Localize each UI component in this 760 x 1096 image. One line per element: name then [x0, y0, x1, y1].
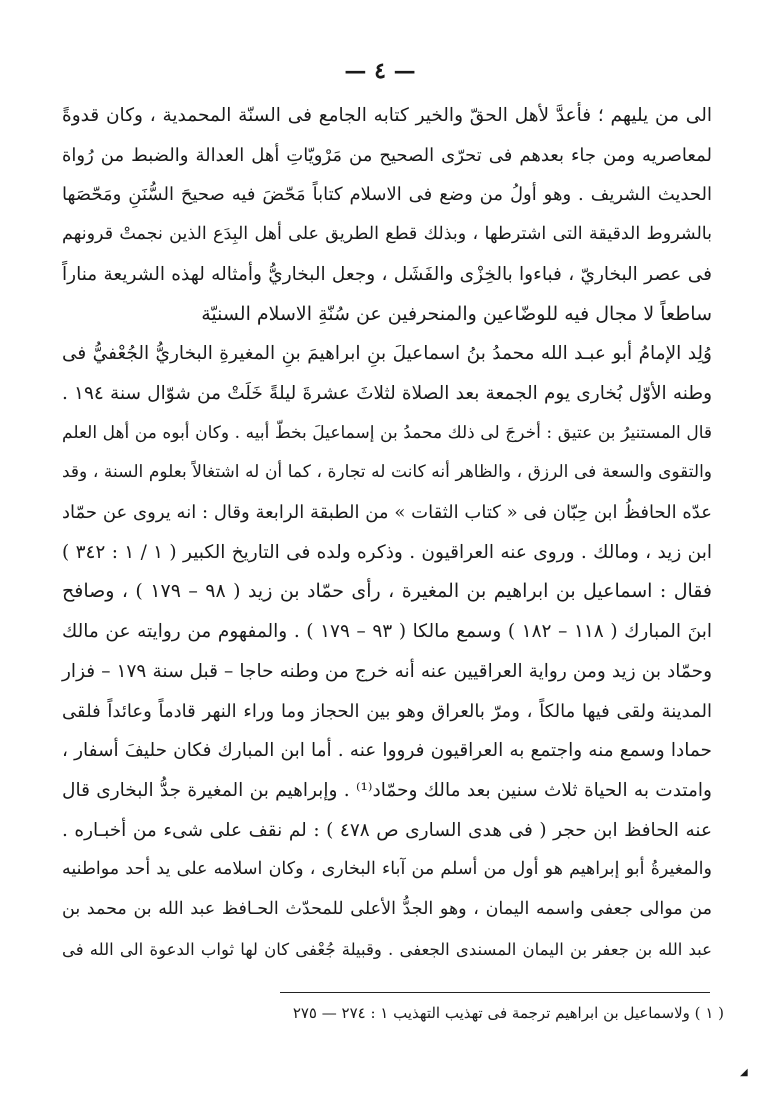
text-line: قال المستنيرُ بن عتيق : أخرجَ لى ذلك محمدُ بن إسماعيلَ بخطّ أبيه . وكان أبوه من أهل العلم	[62, 422, 712, 443]
text-line: وامتدت به الحياة ثلاث سنين بعد مالك وحمّاد⁽¹⁾ . وإبراهيم بن المغيرة جدُّ البخارى قال	[62, 779, 712, 801]
footnote: ( ١ ) ولاسماعيل بن ابراهيم ترجمة فى تهذيب التهذيب ١ : ٢٧٤ — ٢٧٥	[292, 1004, 724, 1022]
text-line: فى عصر البخاريّ ، فباءوا بالخِزْى والفَشَل ، وجعل البخاريُّ وأمثاله لهذه الشريعة مناراً	[62, 263, 712, 285]
corner-mark: ◢	[740, 1067, 748, 1078]
text-line: ساطعاً لا مجال فيه للوضّاعين والمنحرفين عن سُنّةِ الاسلام السنيّة	[201, 302, 712, 325]
text-line: عبد الله بن جعفر بن اليمان المسندى الجعفى . وقبيلة جُعْفى كان لها ثواب الدعوة الى الله فى	[62, 939, 712, 959]
text-line: وحمّاد بن زيد ومن رواية العراقيين عنه أنه خرج من وطنه حاجا – قبل سنة ١٧٩ – فزار	[62, 660, 712, 682]
text-line: لمعاصريه ومن جاء بعدهم فى تحرّى الصحيح من مَرْويّاتِ أهل العدالة والضبط من رُواة	[62, 144, 712, 166]
text-line: ابن زيد ، ومالك . وروى عنه العراقيون . وذكره ولده فى التاريخ الكبير ( ١ / ١ : ٣٤٢ )	[62, 541, 712, 563]
text-line: المدينة ولقى فيها مالكاً ، ومرّ بالعراق وهو بين الحجاز وما وراء النهر قادماً وعائداً فلقى	[62, 700, 712, 722]
text-line: بالشروط الدقيقة التى اشترطها ، وبذلك قطع الطريق على أهل البِدَع الذين نجمتْ قرونهم	[62, 224, 712, 245]
text-line: عدّه الحافظُ ابن حِبّان فى « كتاب الثقات » من الطبقة الرابعة وقال : انه يروى عن حمّاد	[62, 502, 712, 524]
text-line: عنه الحافظ ابن حجر ( فى هدى السارى ص ٤٧٨ ) : لم نقف على شىء من أخبـاره .	[62, 819, 712, 841]
text-line: فقال : اسماعيل بن ابراهيم بن المغيرة ، رأى حمّاد بن زيد ( ٩٨ – ١٧٩ ) ، وصافح	[62, 580, 713, 603]
text-line: ابنَ المبارك ( ١١٨ – ١٨٢ ) وسمع مالكا ( ٩٣ – ١٧٩ ) . والمفهوم من روايته عن مالك	[62, 621, 712, 643]
paragraph-1	[62, 96, 712, 334]
text-line: من موالى جعفى واسمه اليمان ، وهو الجدُّ الأعلى للمحدّث الحـافظ عبد الله بن محمد بن	[62, 899, 712, 920]
body-text	[62, 96, 712, 969]
text-line: وُلِد الإمامُ أبو عبـد الله محمدُ بنُ اسماعيلَ بنِ ابراهيمَ بنِ المغيرةِ البخاريُّ الجُعْفيُّ فى	[62, 343, 712, 365]
text-line: الحديث الشريف . وهو أولُ من وضع فى الاسلام كتاباً مَحّضَ فيه صحيحَ السُّنَنِ ومَحّصَها	[62, 184, 712, 206]
paragraph-2	[62, 334, 712, 969]
text-line: والتقوى والسعة فى الرزق ، والظاهر أنه كانت له تجارة ، كما أن له اشتغالاً بعلوم السنة ، وقد	[62, 462, 712, 483]
page-number: — ٤ —	[344, 58, 416, 84]
text-line: الى من يليهم ؛ فأعدَّ لأهل الحقّ والخير كتابه الجامع فى السنّة المحمدية ، وكان قدوةً	[62, 105, 712, 126]
footnote-divider	[280, 992, 710, 993]
text-line: حمادا وسمع منه واجتمع به العراقيون فرووا عنه . أما ابن المبارك فكان حليفَ أسفار ،	[62, 740, 712, 762]
text-line: والمغيرةُ أبو إبراهيم هو أول من أسلم من آباء البخارى ، وكان اسلامه على يد أحد مواطنيه	[62, 859, 712, 880]
text-line: وطنه الأوّل بُخارى يوم الجمعة بعد الصلاة لثلاثَ عشرةَ ليلةً خَلَتْ من شوّال سنة ١٩٤ .	[62, 382, 712, 404]
